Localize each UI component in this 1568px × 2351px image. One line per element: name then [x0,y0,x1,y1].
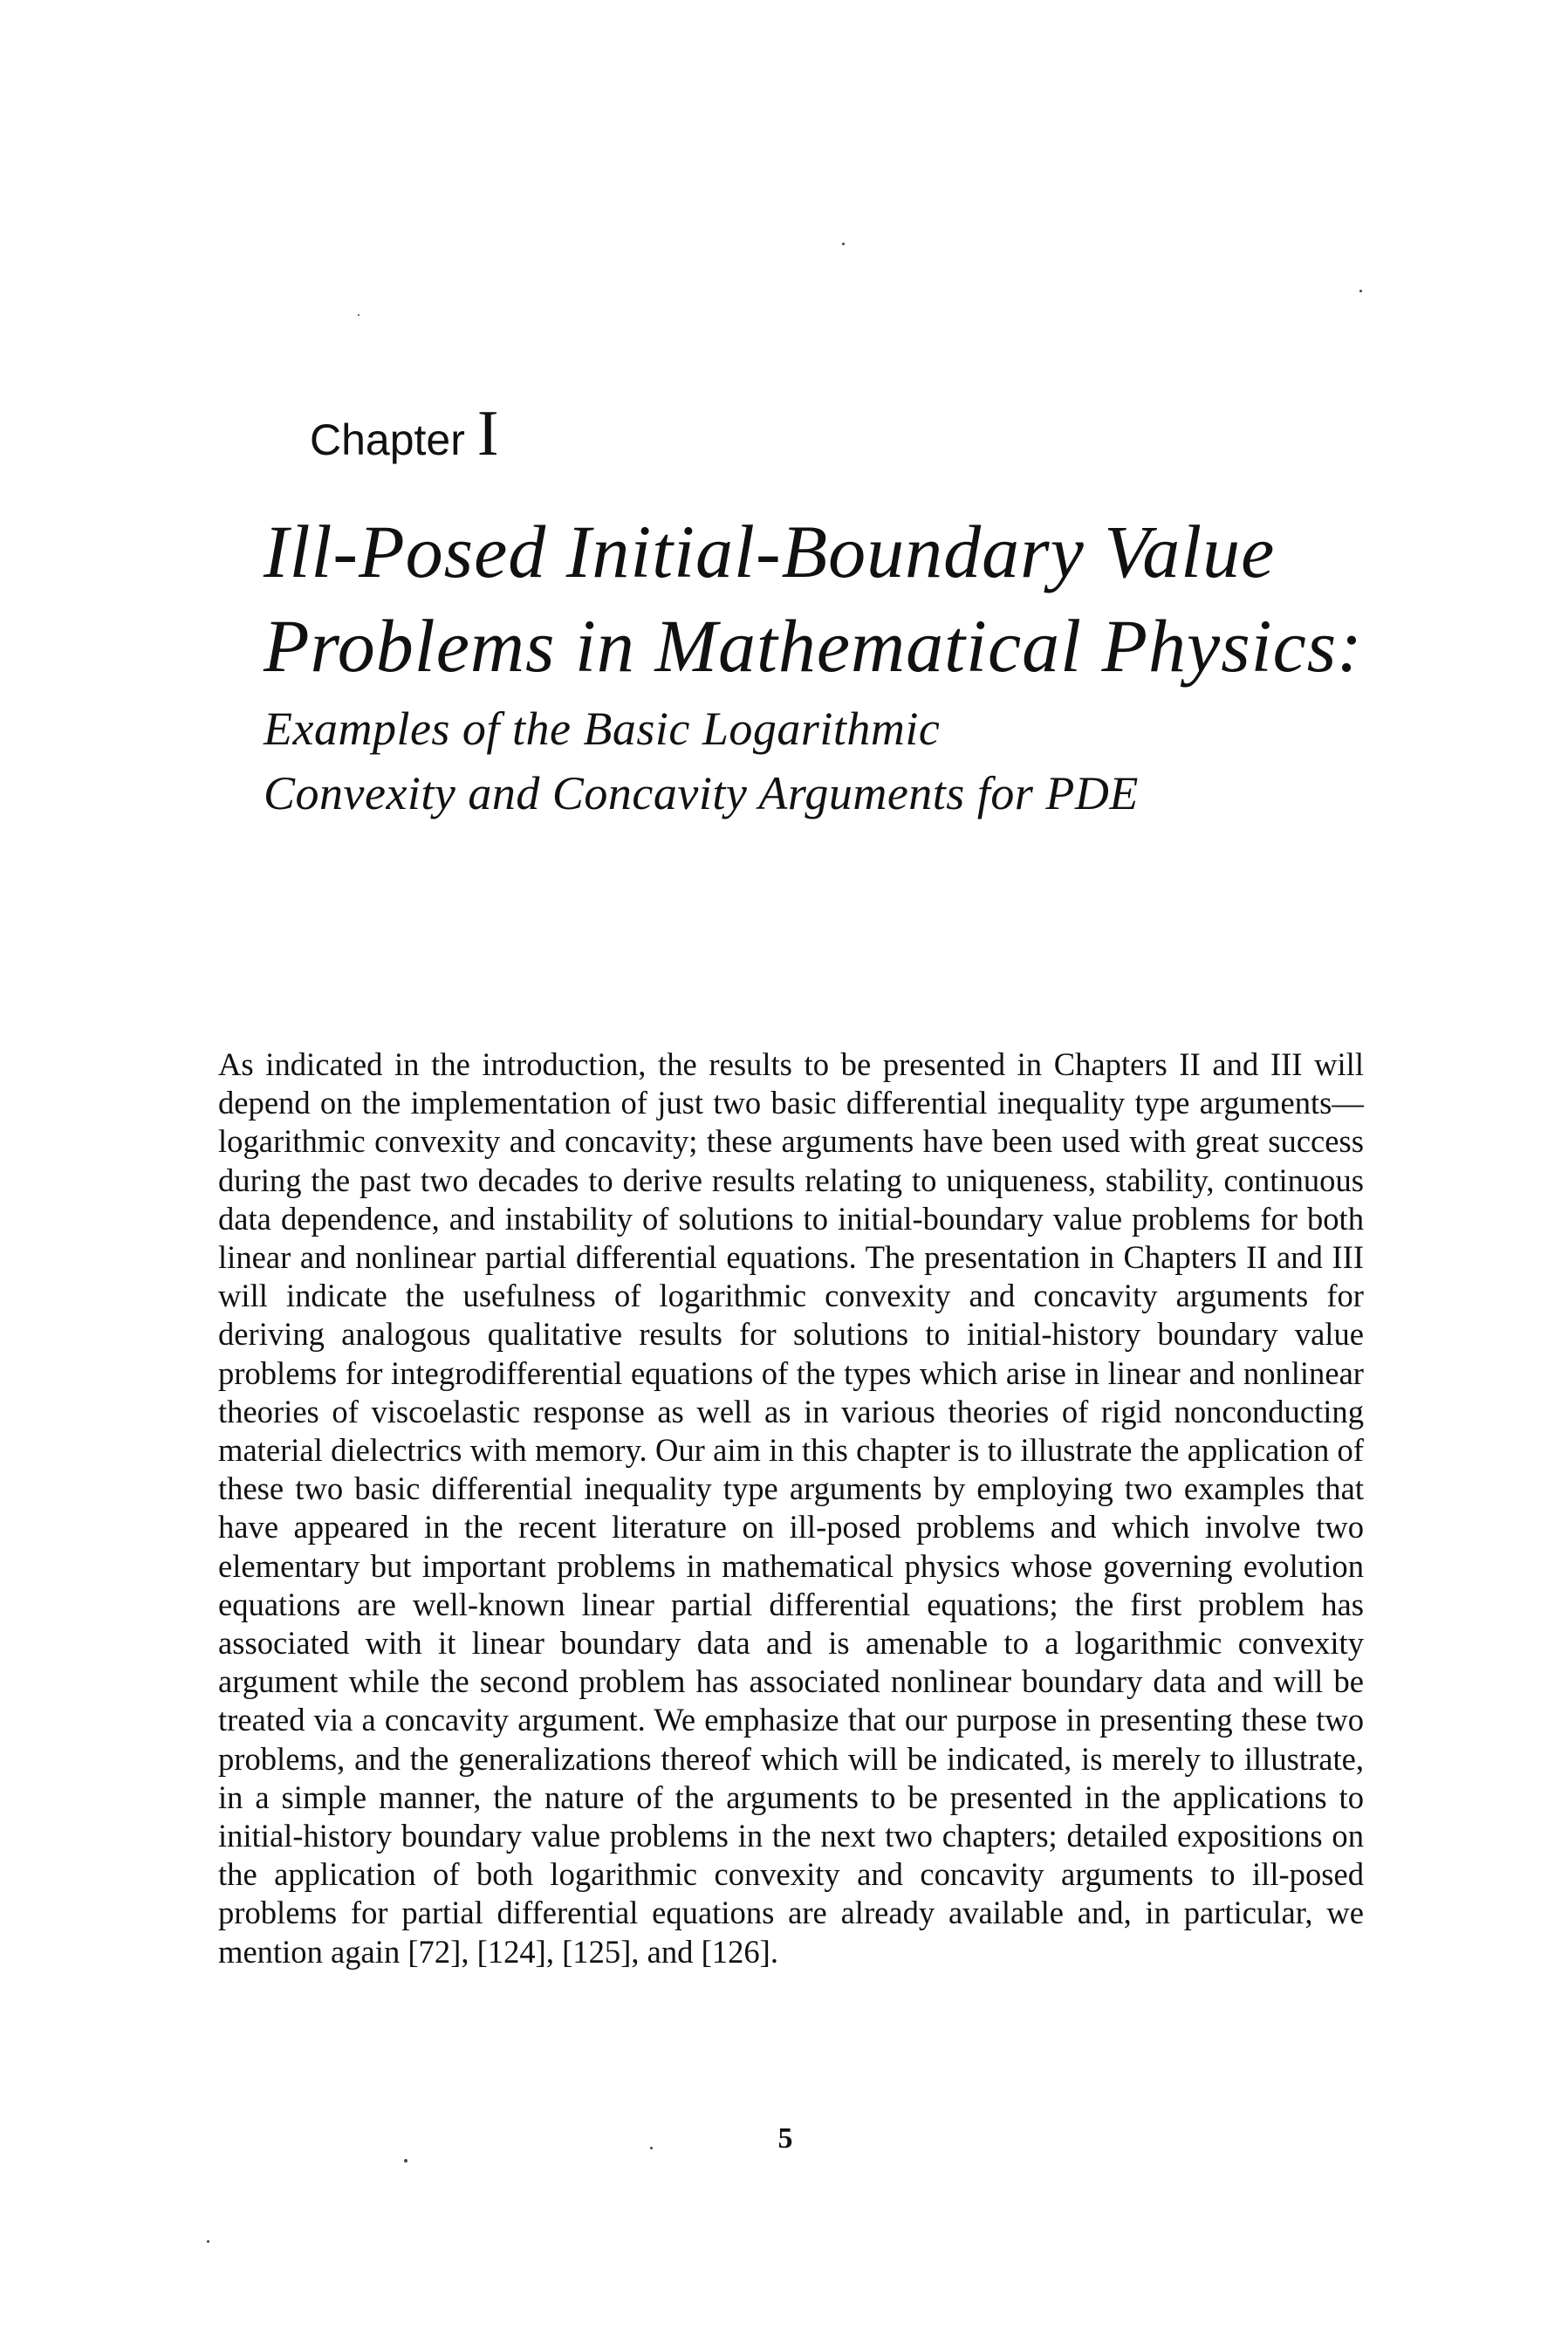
chapter-subtitle [264,696,1485,826]
chapter-title [264,504,1485,693]
scan-speck [207,2240,209,2243]
page-number: 5 [777,2122,793,2155]
scan-speck [358,314,359,316]
chapter-subtitle-line-2: Convexity and Concavity Arguments for PDE [264,767,1139,819]
scan-speck [842,243,845,245]
scan-speck [404,2159,407,2163]
chapter-heading [310,397,499,471]
chapter-subtitle-line-1: Examples of the Basic Logarithmic [264,703,941,755]
chapter-number: I [476,398,499,470]
chapter-title-line-1: Ill-Posed Initial-Boundary Value [264,510,1276,593]
body-paragraph: As indicated in the introduction, the results to be presented in Chapters II and III will depend on the implementation of just two basic differential inequality type arguments—logarithmic convexity and concavity; these arguments have been used with great success during the past two decades to derive results relating to uniqueness, stability, continuous data dependence, and instability of solutions to initial-boundary value problems for both linear and nonlinear partial differential equations. The presentation in Chapters II and III will indicate the usefulness of logarithmic convexity and concavity arguments for deriving analogous qualitative results for solutions to initial-history boundary value problems for integrodifferential equations of the types which arise in linear and nonlinear theories of viscoelastic response as well as in various theories of rigid nonconducting material dielectrics with memory. Our aim in this chapter is to illustrate the application of these two basic differential inequality type arguments by employing two examples that have appeared in the recent literature on ill-posed problems and which involve two elementary but important problems in mathematical physics whose governing evolution equations are well-known linear partial differential equations; the first problem has associated with it linear boundary data and is amenable to a logarithmic convexity argument while the second problem has associated nonlinear boundary data and will be treated via a concavity argument. We emphasize that our purpose in presenting these two problems, and the generalizations thereof which will be indicated, is merely to illustrate, in a simple manner, the nature of the arguments to be presented in the applications to initial-history boundary value problems in the next two chapters; detailed expositions on the application of both logarithmic convexity and concavity arguments to ill-posed problems for partial differential equations are already available and, in particular, we mention again [72], [124], [125], and [126]. [218,1046,1364,1970]
scan-speck [650,2147,653,2149]
chapter-title-line-2: Problems in Mathematical Physics: [264,604,1363,688]
chapter-label: Chapter [310,415,465,464]
scan-speck [1359,290,1362,292]
